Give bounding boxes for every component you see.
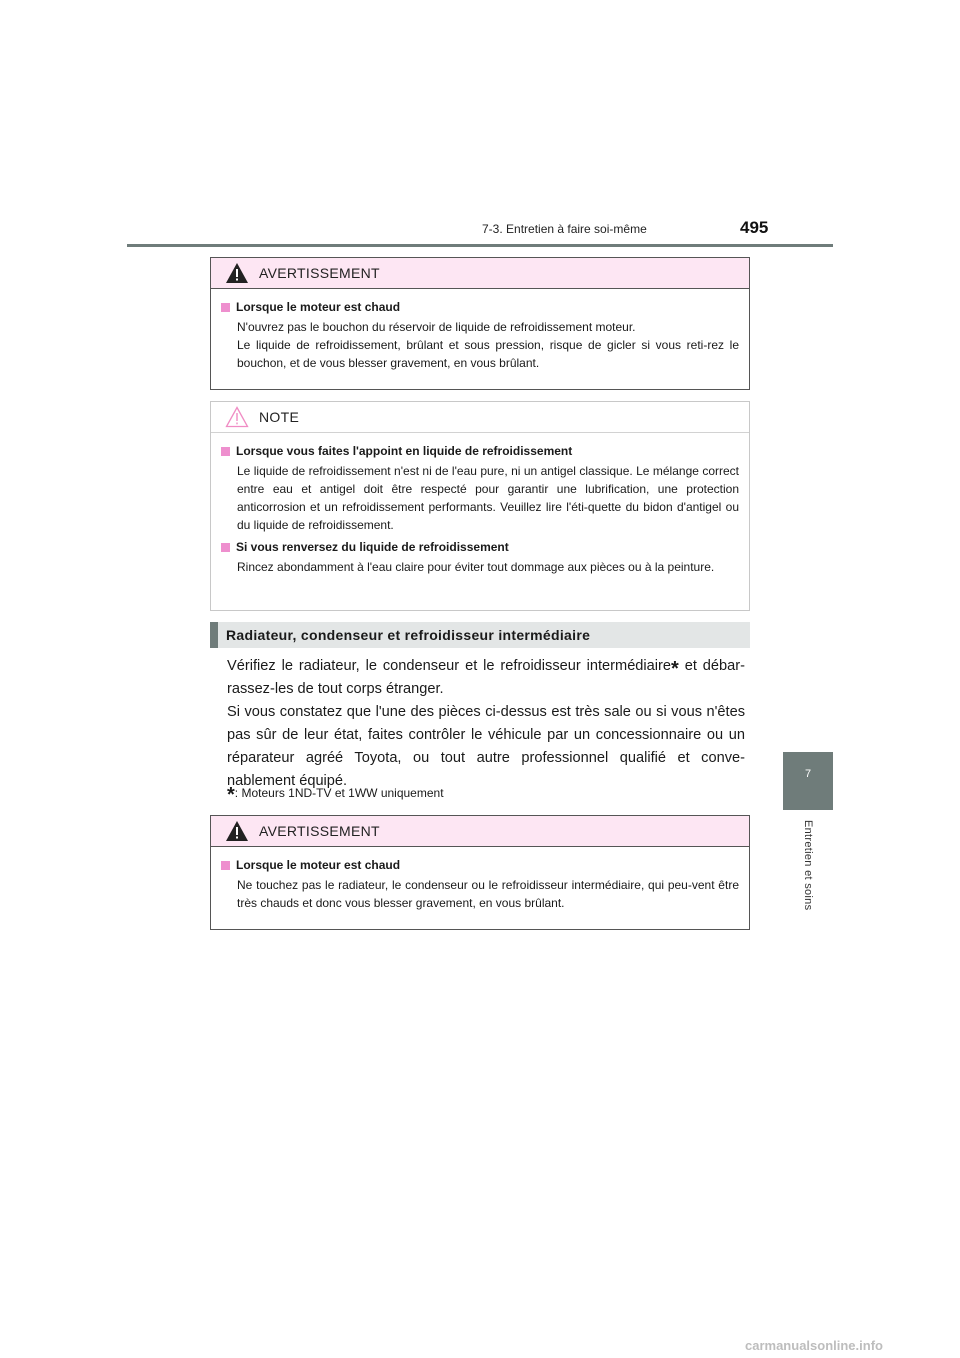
chapter-side-label: Entretien et soins <box>802 820 814 911</box>
paragraph-text: Vérifiez le radiateur, le condenseur et le refroidisseur intermédiaire <box>227 658 671 674</box>
warning-header <box>211 258 749 289</box>
warning-header <box>211 816 749 847</box>
warning-triangle-icon <box>225 262 249 284</box>
paragraph-text: et débar-rassez-les de tout corps étranger. <box>227 658 745 697</box>
warning-item <box>221 858 739 912</box>
running-header-section: 7-3. Entretien à faire soi-même <box>482 222 647 236</box>
page-number: 495 <box>740 218 769 237</box>
footnote-star: * <box>671 658 679 680</box>
warning-text: Ne touchez pas le radiateur, le condenseur ou le refroidisseur intermédiaire, qui peu-vent être très chauds et donc vous blesser gravement, en vous brûlant. <box>237 878 739 910</box>
note-box <box>210 401 750 611</box>
note-item-title: Lorsque vous faites l'appoint en liquide de refroidissement <box>236 444 573 458</box>
bullet-square-icon <box>221 861 230 870</box>
warning-item-title: Lorsque le moteur est chaud <box>236 858 401 872</box>
note-item-text: Rincez abondamment à l'eau claire pour éviter tout dommage aux pièces ou à la peinture. <box>237 560 715 574</box>
note-item-text: Le liquide de refroidissement n'est ni de l'eau pure, ni un antigel classique. Le mélange correct entre eau et antigel doit être respecté pour garantir une lubrification, une protection anticorrosion et un refroidissement performants. Veuillez lire l'éti-quette du bidon d'antigel ou du liquide de refroidissement. <box>237 464 739 532</box>
bullet-square-icon <box>221 543 230 552</box>
header-rule <box>127 244 833 247</box>
note-header <box>211 402 749 433</box>
section-heading-title: Radiateur, condenseur et refroidisseur intermédiaire <box>226 627 591 643</box>
note-item <box>221 540 739 576</box>
warning-item <box>221 300 739 372</box>
warning-triangle-icon <box>225 820 249 842</box>
section-heading <box>210 622 750 648</box>
footnote-text: : Moteurs 1ND-TV et 1WW uniquement <box>234 786 444 800</box>
section-heading-bar <box>210 622 218 648</box>
footnote <box>227 784 444 807</box>
warning-title: AVERTISSEMENT <box>259 823 380 839</box>
note-item <box>221 444 739 534</box>
warning-text-line: N'ouvrez pas le bouchon du réservoir de liquide de refroidissement moteur. <box>237 320 636 334</box>
warning-title: AVERTISSEMENT <box>259 265 380 281</box>
note-item-title: Si vous renversez du liquide de refroidissement <box>236 540 509 554</box>
chapter-number: 7 <box>804 768 812 780</box>
footnote-star: * <box>227 784 235 806</box>
chapter-tab <box>783 752 833 810</box>
note-title: NOTE <box>259 409 300 425</box>
warning-box-radiator <box>210 815 750 930</box>
paragraph: Si vous constatez que l'une des pièces ci-dessus est très sale ou si vous n'êtes pas sûr de leur état, faites contrôler le véhicule par un concessionnaire ou un réparateur agréé Toyota, ou tout autre professionnel qualifié et conve-nablement équipé. <box>227 704 745 789</box>
watermark: carmanualsonline.info <box>745 1338 883 1353</box>
warning-text-line: Le liquide de refroidissement, brûlant et sous pression, risque de gicler si vous reti-rez le bouchon, et de vous blesser gravement, en vous brûlant. <box>237 338 739 370</box>
bullet-square-icon <box>221 303 230 312</box>
section-body <box>227 655 745 793</box>
bullet-square-icon <box>221 447 230 456</box>
warning-item-title: Lorsque le moteur est chaud <box>236 300 401 314</box>
warning-box-hot-engine <box>210 257 750 390</box>
paragraph <box>227 655 745 701</box>
caution-triangle-outline-icon <box>225 406 249 428</box>
